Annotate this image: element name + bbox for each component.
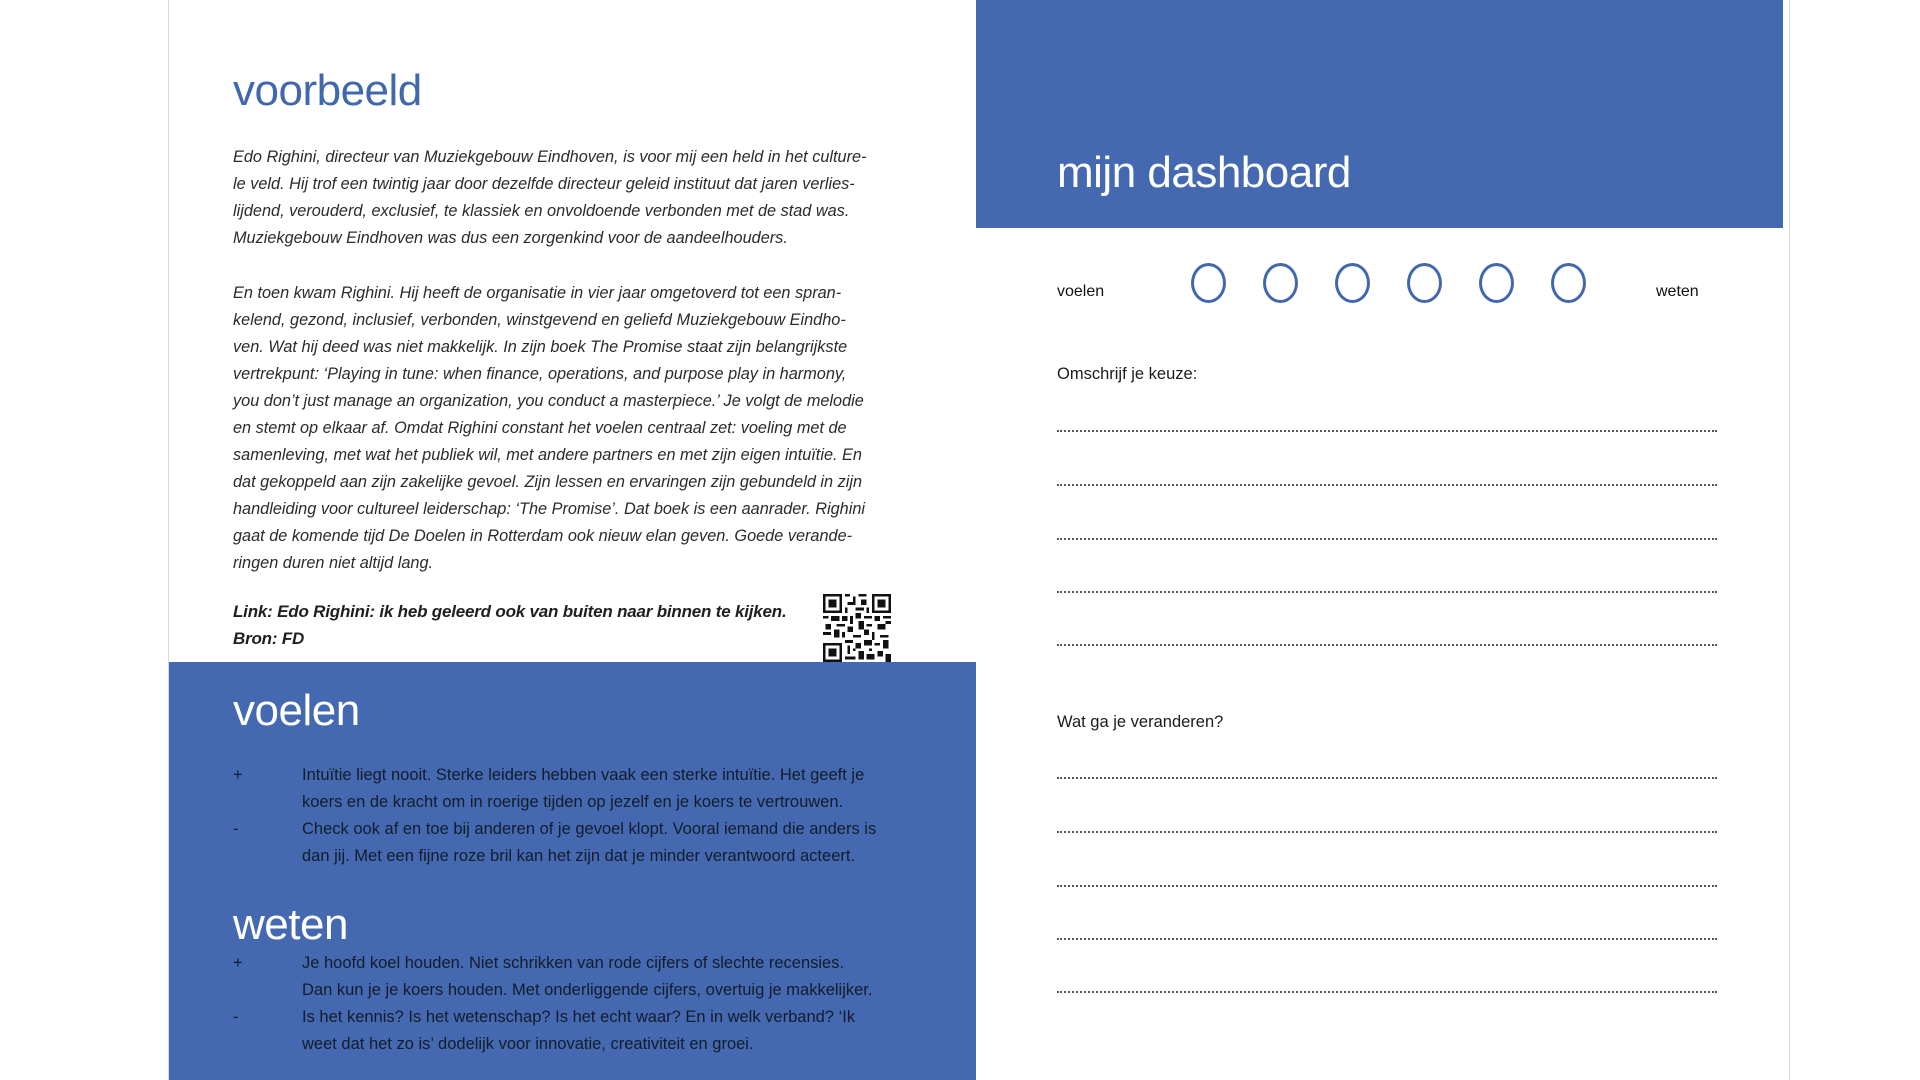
answer-line-change-2[interactable] [1057, 831, 1717, 833]
text-line: koers en de kracht om in roerige tijden op jezelf en je koers te vertrouwen. [302, 793, 844, 811]
text-line: kelend, gezond, inclusief, verbonden, winstgevend en geliefd Muziekgebouw Eindho- [233, 311, 846, 329]
text-line: Edo Righini, directeur van Muziekgebouw Eindhoven, is voor mij een held in het culture- [233, 148, 867, 166]
text-line: Check ook af en toe bij anderen of je gevoel klopt. Vooral iemand die anders is [302, 820, 877, 838]
text-line: ringen duren niet altijd lang. [233, 554, 434, 572]
book-spread [168, 0, 1790, 1080]
answer-line-describe-3[interactable] [1057, 538, 1717, 540]
text-line: you don’t just manage an organization, you conduct a masterpiece.’ Je volgt de melodie [233, 392, 864, 410]
voelen-list [233, 762, 913, 870]
text-line: weet dat het zo is’ dodelijk voor innovatie, creativiteit en groei. [302, 1035, 754, 1053]
scale-option-1[interactable] [1191, 263, 1226, 303]
list-item [233, 950, 913, 1004]
scale-left-label: voelen [1057, 283, 1105, 300]
right-page [976, 0, 1789, 1080]
voelen-title: voelen [233, 686, 360, 735]
text-line: Dan kun je je koers houden. Met onderliggende cijfers, overtuig je makkelijker. [302, 981, 873, 999]
answer-line-change-4[interactable] [1057, 938, 1717, 940]
list-item [233, 762, 913, 816]
text-line: Muziekgebouw Eindhoven was dus een zorgenkind voor de aandeelhouders. [233, 229, 788, 247]
text-line: ven. Wat hij deed was niet makkelijk. In zijn boek The Promise staat zijn belangrijkste [233, 338, 848, 356]
text-line: dat gekoppeld aan zijn zakelijke gevoel. Zijn lessen en ervaringen zijn gebundeld in zijn [233, 473, 863, 491]
text-line: gaat de komende tijd De Doelen in Rotterdam ook nieuw elan geven. Goede verande- [233, 527, 853, 545]
list-item [233, 816, 913, 870]
list-item [233, 1004, 913, 1058]
answer-line-change-5[interactable] [1057, 991, 1717, 993]
voorbeeld-title: voorbeeld [233, 66, 422, 115]
dashboard-header [976, 0, 1783, 228]
plus-marker: + [233, 766, 243, 784]
text-line: dan jij. Met een fijne roze bril kan het zijn dat je minder verantwoord acteert. [302, 847, 856, 865]
weten-title: weten [233, 900, 348, 949]
answer-line-change-3[interactable] [1057, 885, 1717, 887]
text-line: le veld. Hij trof een twintig jaar door dezelfde directeur geleid instituut dat jaren verlies- [233, 175, 855, 193]
minus-marker: - [233, 820, 239, 838]
text-line: En toen kwam Righini. Hij heeft de organisatie in vier jaar omgetoverd tot een spran- [233, 284, 842, 302]
text-line: samenleving, met wat het publiek wil, met andere partners en met zijn eigen intuïtie. En [233, 446, 862, 464]
dashboard-title: mijn dashboard [1057, 148, 1351, 197]
left-page [169, 0, 976, 1080]
change-prompt: Wat ga je veranderen? [1057, 713, 1224, 731]
text-line: Is het kennis? Is het wetenschap? Is het echt waar? En in welk verband? ‘Ik [302, 1008, 856, 1026]
text-line: vertrekpunt: ‘Playing in tune: when finance, operations, and purpose play in harmony, [233, 365, 847, 383]
qr-code-icon[interactable] [823, 594, 891, 662]
scale-option-5[interactable] [1479, 263, 1514, 303]
answer-line-describe-1[interactable] [1057, 430, 1717, 432]
answer-line-describe-5[interactable] [1057, 644, 1717, 646]
source-link-block [233, 598, 803, 652]
source-credit: Bron: FD [233, 629, 305, 648]
story-paragraph [233, 280, 903, 577]
plus-marker: + [233, 954, 243, 972]
article-link[interactable]: Link: Edo Righini: ik heb geleerd ook van buiten naar binnen te kijken. [233, 602, 787, 621]
weten-list [233, 950, 913, 1058]
answer-line-describe-4[interactable] [1057, 591, 1717, 593]
answer-line-change-1[interactable] [1057, 777, 1717, 779]
text-line: handleiding voor cultureel leiderschap: ‘The Promise’. Dat boek is een aanrader. Righini [233, 500, 866, 518]
text-line: Je hoofd koel houden. Niet schrikken van rode cijfers of slechte recensies. [302, 954, 845, 972]
describe-choice-prompt: Omschrijf je keuze: [1057, 365, 1198, 383]
scale-option-2[interactable] [1263, 263, 1298, 303]
text-line: Intuïtie liegt nooit. Sterke leiders hebben vaak een sterke intuïtie. Het geeft je [302, 766, 865, 784]
text-line: lijdend, verouderd, exclusief, te klassiek en onvoldoende verbonden met de stad was. [233, 202, 850, 220]
answer-line-describe-2[interactable] [1057, 484, 1717, 486]
intro-paragraph [233, 144, 903, 252]
scale-option-3[interactable] [1335, 263, 1370, 303]
scale-option-6[interactable] [1551, 263, 1586, 303]
scale-right-label: weten [1656, 283, 1699, 300]
minus-marker: - [233, 1008, 239, 1026]
scale-option-4[interactable] [1407, 263, 1442, 303]
text-line: en stemt op elkaar af. Omdat Righini constant het voelen centraal zet: voeling met de [233, 419, 847, 437]
analysis-panel [169, 662, 976, 1080]
